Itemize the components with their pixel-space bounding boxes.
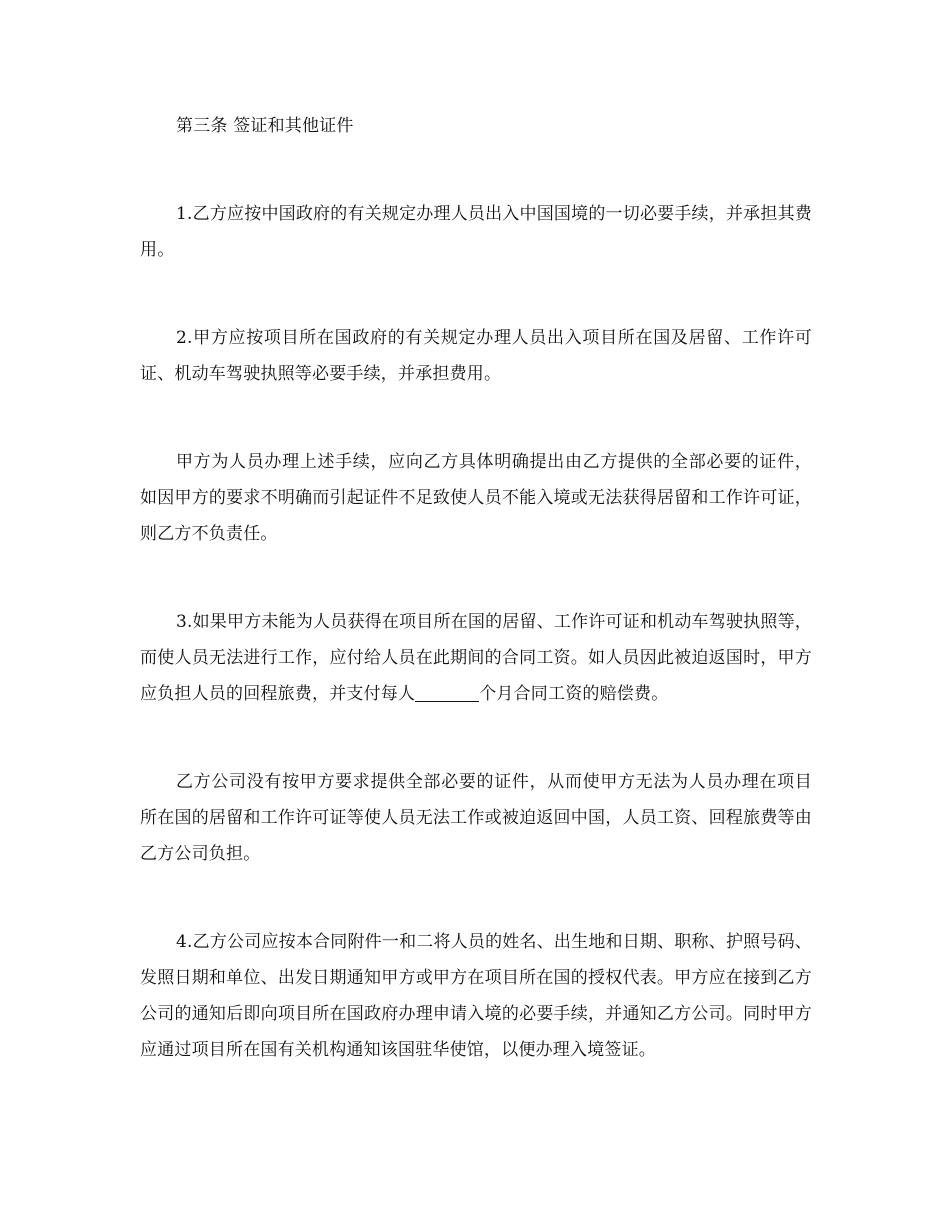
paragraph-4-text-after: 个月合同工资的赔偿费。 [479,684,669,704]
paragraph-1: 1.乙方应按中国政府的有关规定办理人员出入中国国境的一切必要手续，并承担其费用。 [140,204,812,260]
spacer [140,144,812,196]
paragraph-3: 甲方为人员办理上述手续，应向乙方具体明确提出由乙方提供的全部必要的证件，如因甲方的要求不明确而引起证件不足致使人员不能入境或无法获得居留和工作许可证，则乙方不负责任。 [140,452,812,544]
paragraph-5: 乙方公司没有按甲方要求提供全部必要的证件，从而使甲方无法为人员办理在项目所在国的居留和工作许可证等使人员无法工作或被迫返回中国，人员工资、回程旅费等由乙方公司负担。 [140,772,812,864]
fill-in-blank [415,683,479,702]
paragraph-4-text-before: 3.如果甲方未能为人员获得在项目所在国的居留、工作许可证和机动车驾驶执照等，而使人员无法进行工作，应付给人员在此期间的合同工资。如人员因此被迫返国时，甲方应负担人员的回程旅费，并支付每人 [140,612,812,704]
spacer [140,268,812,320]
paragraph-2: 2.甲方应按项目所在国政府的有关规定办理人员出入项目所在国及居留、工作许可证、机动车驾驶执照等必要手续，并承担费用。 [140,328,812,384]
document-page [140,108,812,1068]
spacer [140,712,812,764]
article-heading: 第三条 签证和其他证件 [176,116,354,136]
paragraph-6: 4.乙方公司应按本合同附件一和二将人员的姓名、出生地和日期、职称、护照号码、发照日期和单位、出发日期通知甲方或甲方在项目所在国的授权代表。甲方应在接到乙方公司的通知后即向项目所在国政府办理申请入境的必要手续，并通知乙方公司。同时甲方应通过项目所在国有关机构通知该国驻华使馆，以便办理入境签证。 [140,932,812,1060]
spacer [140,872,812,924]
spacer [140,392,812,444]
spacer [140,552,812,604]
paragraph-4 [140,604,812,712]
